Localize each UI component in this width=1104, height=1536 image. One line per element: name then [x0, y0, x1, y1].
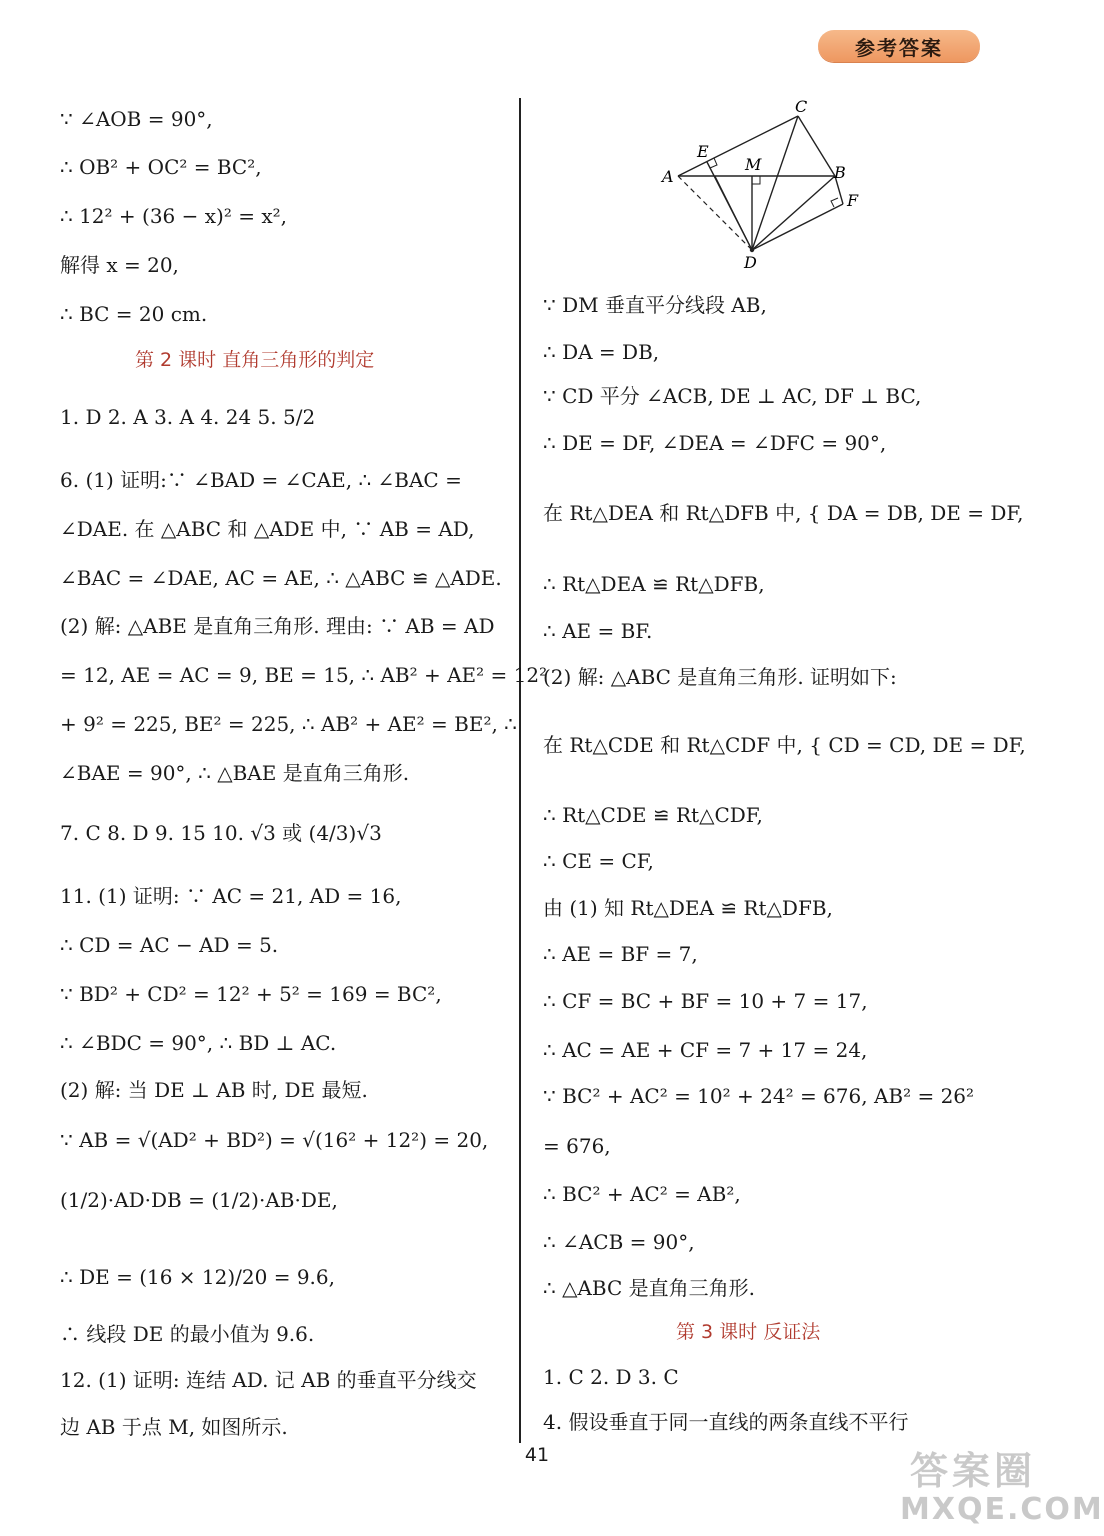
text-line: ∴ DA = DB, — [543, 340, 660, 364]
text-line: ∴ AE = BF. — [543, 619, 653, 643]
watermark-bottom-text: MXQE.COM — [900, 1492, 1104, 1527]
text-line: = 676, — [543, 1134, 611, 1158]
label-b: B — [834, 163, 846, 182]
label-m: M — [745, 155, 762, 174]
text-line: (2) 解: △ABE 是直角三角形. 理由: ∵ AB = AD — [60, 614, 495, 638]
text-line: ∴ Rt△DEA ≌ Rt△DFB, — [543, 572, 765, 596]
answer-line: 7. C 8. D 9. 15 10. √3 或 (4/3)√3 — [60, 821, 382, 845]
watermark-top-text: 答案圈 — [910, 1449, 1037, 1493]
text-line: ∴ △ABC 是直角三角形. — [543, 1276, 755, 1300]
text-line: ∴ BC² + AC² = AB², — [543, 1182, 741, 1206]
text-line: 11. (1) 证明: ∵ AC = 21, AD = 16, — [60, 884, 402, 908]
text-line: ∴ CD = AC − AD = 5. — [60, 933, 279, 957]
text-line: ∵ CD 平分 ∠ACB, DE ⊥ AC, DF ⊥ BC, — [543, 384, 922, 408]
page-number: 41 — [524, 1444, 550, 1466]
text-line: (2) 解: 当 DE ⊥ AB 时, DE 最短. — [60, 1078, 368, 1102]
watermark-logo — [900, 1440, 1104, 1532]
section-heading: 第 3 课时 反证法 — [676, 1321, 821, 1343]
text-line: ∠BAC = ∠DAE, AC = AE, ∴ △ABC ≌ △ADE. — [60, 566, 502, 590]
section-heading: 第 2 课时 直角三角形的判定 — [135, 349, 375, 371]
text-line: ∴ CE = CF, — [543, 849, 654, 873]
text-line: ∠DAE. 在 △ABC 和 △ADE 中, ∵ AB = AD, — [60, 517, 475, 541]
text-line: ∴ DE = (16 × 12)/20 = 9.6, — [60, 1265, 335, 1289]
text-line: ∴ AC = AE + CF = 7 + 17 = 24, — [543, 1038, 868, 1062]
text-line: ∴ ∠BDC = 90°, ∴ BD ⊥ AC. — [60, 1031, 337, 1055]
column-divider — [519, 98, 521, 1443]
text-line: (2) 解: △ABC 是直角三角形. 证明如下: — [543, 665, 897, 689]
text-line: ∴ ∠ACB = 90°, — [543, 1230, 695, 1254]
text-line: 解得 x = 20, — [60, 253, 179, 277]
text-line: (1/2)·AD·DB = (1/2)·AB·DE, — [60, 1188, 338, 1212]
text-line: 4. 假设垂直于同一直线的两条直线不平行 — [543, 1410, 909, 1434]
text-line: 6. (1) 证明:∵ ∠BAD = ∠CAE, ∴ ∠BAC = — [60, 468, 462, 492]
label-d: D — [744, 253, 757, 272]
text-line: ∴ BC = 20 cm. — [60, 302, 208, 326]
text-line: 边 AB 于点 M, 如图所示. — [60, 1415, 288, 1439]
label-f: F — [847, 191, 859, 210]
section-badge: 参考答案 — [818, 30, 980, 62]
text-line: ∴ 线段 DE 的最小值为 9.6. — [60, 1322, 315, 1346]
text-line: ∴ 12² + (36 − x)² = x², — [60, 204, 287, 228]
geometry-figure — [655, 92, 870, 272]
answer-line: 1. D 2. A 3. A 4. 24 5. 5/2 — [60, 405, 316, 429]
text-line: ∵ BC² + AC² = 10² + 24² = 676, AB² = 26² — [543, 1084, 975, 1108]
text-line: ∵ ∠AOB = 90°, — [60, 107, 213, 131]
text-line: 由 (1) 知 Rt△DEA ≌ Rt△DFB, — [543, 896, 833, 920]
text-line: 12. (1) 证明: 连结 AD. 记 AB 的垂直平分线交 — [60, 1368, 477, 1392]
text-line: ∵ BD² + CD² = 12² + 5² = 169 = BC², — [60, 982, 442, 1006]
text-line: ∴ DE = DF, ∠DEA = ∠DFC = 90°, — [543, 431, 887, 455]
text-line: ∵ AB = √(AD² + BD²) = √(16² + 12²) = 20, — [60, 1128, 489, 1152]
label-c: C — [795, 97, 808, 116]
text-line: ∴ OB² + OC² = BC², — [60, 155, 262, 179]
text-line: 在 Rt△CDE 和 Rt△CDF 中, { CD = CD, DE = DF, — [543, 733, 1026, 757]
answer-line: 1. C 2. D 3. C — [543, 1365, 679, 1389]
label-a: A — [662, 167, 674, 186]
label-e: E — [697, 142, 709, 161]
text-line: ∵ DM 垂直平分线段 AB, — [543, 293, 767, 317]
text-line: ∴ Rt△CDE ≌ Rt△CDF, — [543, 803, 763, 827]
text-line: 在 Rt△DEA 和 Rt△DFB 中, { DA = DB, DE = DF, — [543, 501, 1024, 525]
text-line: = 12, AE = AC = 9, BE = 15, ∴ AB² + AE² = 12² — [60, 663, 548, 687]
text-line: ∴ AE = BF = 7, — [543, 942, 698, 966]
text-line: + 9² = 225, BE² = 225, ∴ AB² + AE² = BE², ∴ — [60, 712, 517, 736]
text-line: ∠BAE = 90°, ∴ △BAE 是直角三角形. — [60, 761, 410, 785]
text-line: ∴ CF = BC + BF = 10 + 7 = 17, — [543, 989, 868, 1013]
